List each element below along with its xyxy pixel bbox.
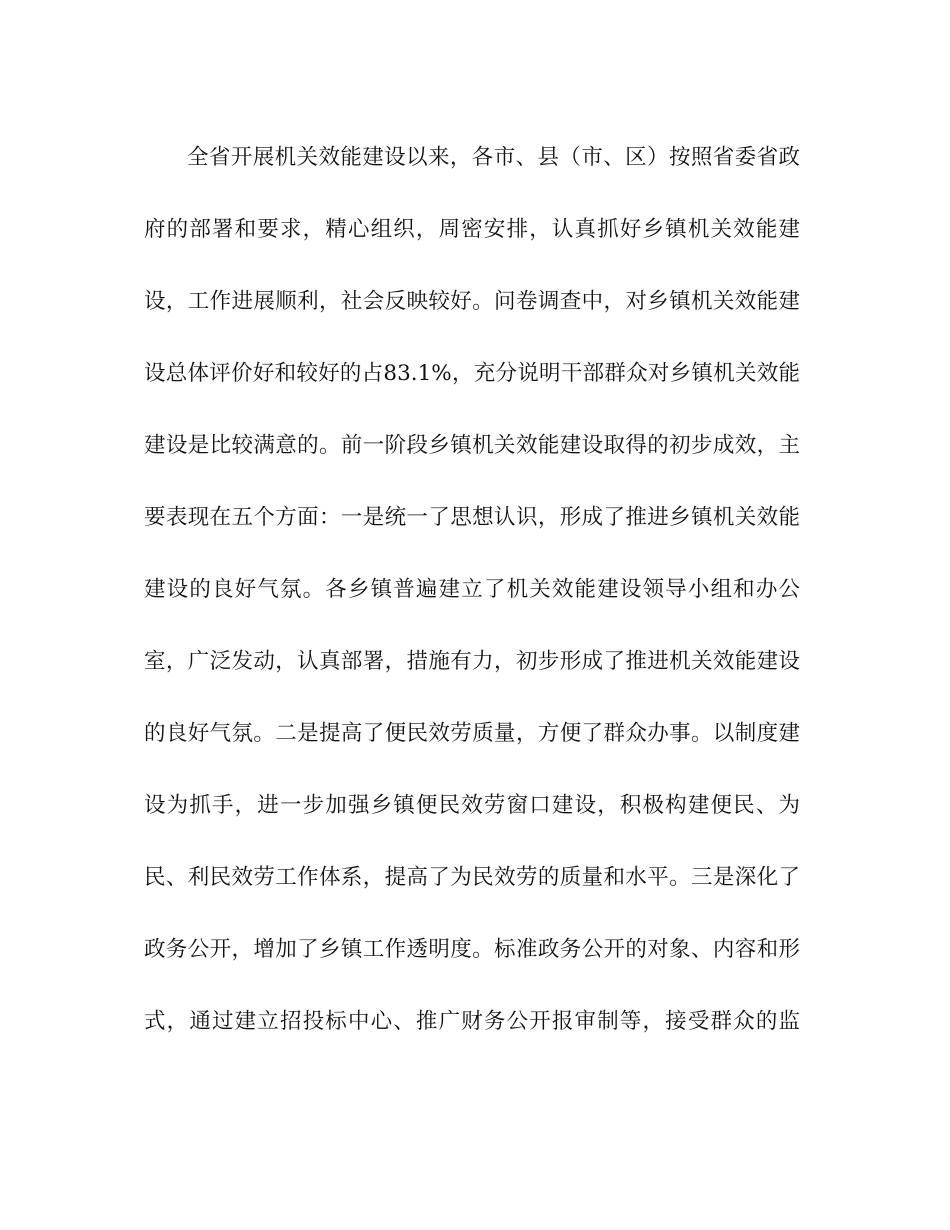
paragraph-line: 政务公开，增加了乡镇工作透明度。标准政务公开的对象、内容和形	[144, 937, 800, 962]
paragraph-line: 民、利民效劳工作体系，提高了为民效劳的质量和水平。三是深化了	[144, 865, 800, 890]
body-paragraph	[144, 138, 800, 1074]
paragraph-line: 设，工作进展顺利，社会反映较好。问卷调查中，对乡镇机关效能建	[144, 289, 800, 314]
paragraph-line: 府的部署和要求，精心组织，周密安排，认真抓好乡镇机关效能建	[144, 217, 800, 242]
paragraph-line: 要表现在五个方面：一是统一了思想认识，形成了推进乡镇机关效能	[144, 505, 800, 530]
paragraph-line: 建设的良好气氛。各乡镇普遍建立了机关效能建设领导小组和办公	[144, 577, 800, 602]
paragraph-line: 建设是比较满意的。前一阶段乡镇机关效能建设取得的初步成效，主	[144, 433, 800, 458]
paragraph-line: 设总体评价好和较好的占83.1%，充分说明干部群众对乡镇机关效能	[144, 361, 800, 386]
paragraph-line: 式，通过建立招投标中心、推广财务公开报审制等，接受群众的监	[144, 1009, 800, 1034]
paragraph-line: 全省开展机关效能建设以来，各市、县（市、区）按照省委省政	[187, 145, 800, 170]
paragraph-line: 室，广泛发动，认真部署，措施有力，初步形成了推进机关效能建设	[144, 649, 800, 674]
paragraph-line: 设为抓手，进一步加强乡镇便民效劳窗口建设，积极构建便民、为	[144, 793, 800, 818]
paragraph-line: 的良好气氛。二是提高了便民效劳质量，方便了群众办事。以制度建	[144, 721, 800, 746]
